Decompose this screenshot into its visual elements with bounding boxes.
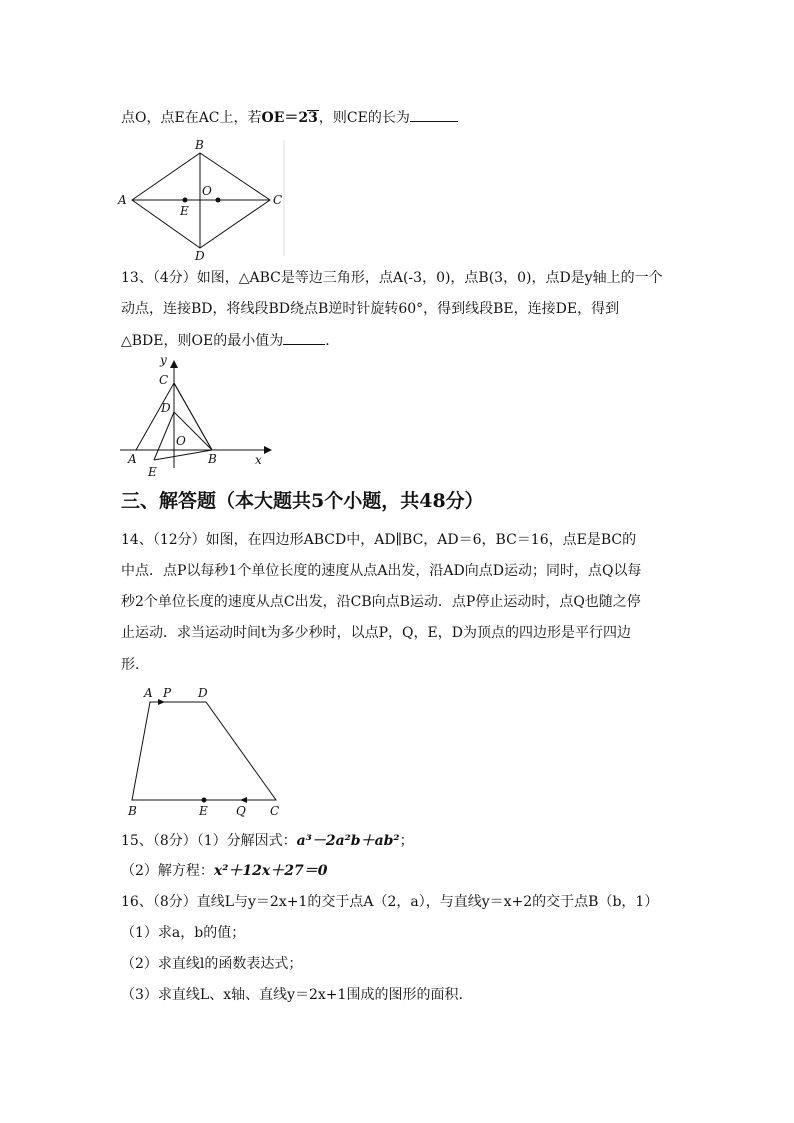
q16-line-3: （2）求直线l的函数表达式；	[121, 956, 303, 972]
q-arrow	[240, 797, 247, 803]
q15-line-1-post: ；	[399, 833, 414, 849]
y-axis-arrow	[170, 360, 178, 368]
label-d: D	[161, 401, 171, 415]
q16-line-4: （3）求直线L、x轴、直线y＝2x+1围成的图形的面积.	[121, 987, 463, 1003]
label-a: A	[144, 686, 153, 700]
q15-line-2-text: （2）解方程：	[121, 863, 214, 879]
label-d: D	[195, 249, 205, 260]
q15-line-1	[121, 831, 414, 851]
q13-line-3-text: △BDE，则OE的最小值为	[121, 333, 284, 349]
q14-trapezoid-figure	[118, 684, 290, 820]
section-3-title: 三、解答题（本大题共5个小题，共48分）	[121, 490, 484, 512]
label-p: P	[163, 686, 172, 700]
segment-de	[154, 412, 174, 460]
point-o-dot	[216, 198, 221, 203]
segment-be	[154, 450, 212, 460]
label-c: C	[159, 373, 169, 387]
label-y: y	[160, 353, 167, 367]
label-c: C	[273, 193, 283, 207]
q15-factor-expr: a³－2a²b＋ab²	[296, 833, 400, 849]
label-a: A	[118, 193, 127, 207]
q14-line-3: 秒2个单位长度的速度从点C出发，沿CB向点B运动．点P停止运动时，点Q也随之停	[121, 594, 641, 610]
q14-line-5: 形．	[121, 657, 149, 673]
x-axis-arrow	[264, 446, 272, 454]
point-e-dot	[183, 198, 188, 203]
q13-line-1: 13、（4分）如图，△ABC是等边三角形，点A(-3，0)，点B(3，0)，点D是y轴上的一个	[121, 270, 663, 286]
trapezoid-abcd	[132, 702, 276, 800]
label-x: x	[255, 453, 262, 467]
q13-answer-blank	[283, 330, 325, 345]
label-e: E	[199, 804, 208, 818]
label-b: B	[128, 804, 137, 818]
label-e: E	[180, 204, 189, 218]
q12-text-post: ，则CE的长为	[318, 110, 410, 126]
label-e: E	[148, 465, 157, 479]
label-b: B	[208, 452, 217, 466]
q12-sqrt-value: 3	[308, 110, 318, 126]
q15-equation-expr: x²＋12x＋27＝0	[213, 863, 328, 879]
label-a: A	[128, 452, 137, 466]
q12-rhombus-figure	[112, 138, 292, 260]
q12-oe-expr: OE＝2	[261, 110, 309, 126]
label-b: B	[195, 138, 204, 152]
point-e-dot	[202, 798, 207, 803]
q12-text-pre: 点O，点E在AC上，若	[121, 110, 262, 126]
label-o: O	[176, 434, 186, 448]
label-o: O	[202, 184, 212, 198]
q13-line-2: 动点，连接BD，将线段BD绕点B逆时针旋转60°，得到线段BE，连接DE，得到	[121, 301, 620, 317]
q15-line-2	[121, 861, 327, 881]
label-q: Q	[236, 804, 246, 818]
q16-line-2: （1）求a，b的值；	[121, 925, 246, 941]
label-c: C	[270, 804, 280, 818]
q12-answer-blank	[410, 107, 458, 122]
q13-line-3	[121, 330, 330, 351]
q14-line-4: 止运动．求当运动时间t为多少秒时，以点P，Q，E，D为顶点的四边形是平行四边	[121, 625, 631, 641]
q16-line-1: 16、（8分）直线L与y＝2x+1的交于点A（2，a），与直线y＝x+2的交于点B（b，1）	[121, 894, 659, 910]
label-d: D	[198, 686, 208, 700]
q15-line-1-text: 15、（8分）（1）分解因式：	[121, 833, 297, 849]
q14-line-1: 14、（12分）如图，在四边形ABCD中，AD∥BC，AD＝6，BC＝16，点E是BC的	[121, 532, 637, 548]
q12-text-line	[121, 107, 458, 128]
q13-triangle-figure	[112, 350, 274, 480]
q14-line-2: 中点．点P以每秒1个单位长度的速度从点A出发，沿AD向点D运动；同时，点Q以每	[121, 563, 642, 579]
q13-line-3-end: .	[325, 333, 330, 349]
